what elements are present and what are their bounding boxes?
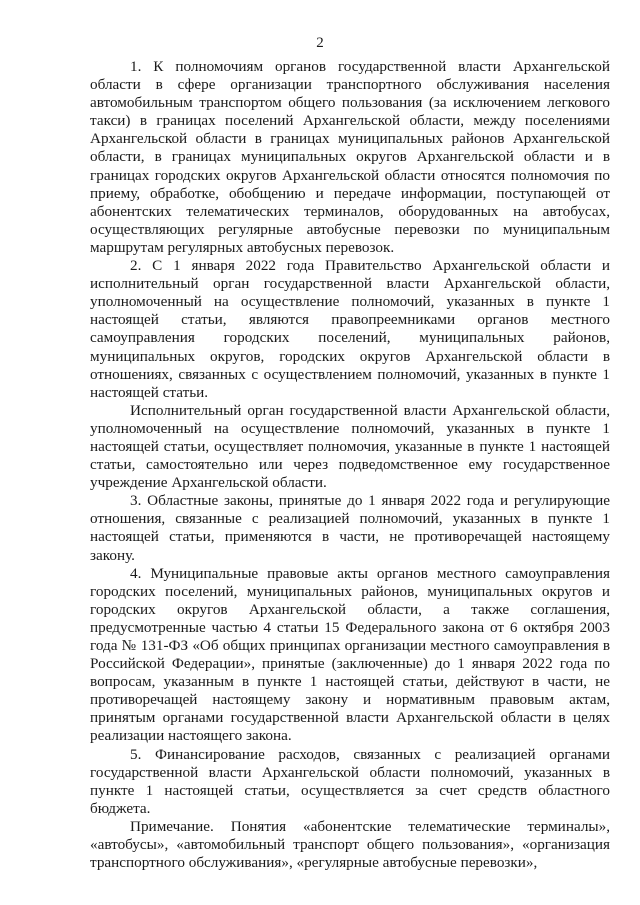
paragraph-clause-5: 5. Финансирование расходов, связанных с реализацией органами государственной власти Архангельской области полномочий, указанных в пункте 1 настоящей статьи, осуществляется за счет средств областного бюджета.	[90, 745, 610, 817]
paragraph-clause-2-continued: Исполнительный орган государственной власти Архангельской области, уполномоченный на осуществление полномочий, указанных в пункте 1 настоящей статьи, осуществляет полномочия, указанные в пункте 1 настоящей статьи, самостоятельно или через подведомственное ему государственное учреждение Архангельской области.	[90, 401, 610, 492]
paragraph-note: Примечание. Понятия «абонентские телематические терминалы», «автобусы», «автомобильный транспорт общего пользования», «организация транспортного обслуживания», «регулярные автобусные перевозки»,	[90, 817, 610, 872]
paragraph-clause-4: 4. Муниципальные правовые акты органов местного самоуправления городских поселений, муниципальных районов, муниципальных округов и городских округов Архангельской области, а также соглашения, предусмотренные частью 4 статьи 15 Федерального закона от 6 октября 2003 года № 131-ФЗ «Об общих принципах организации местного самоуправления в Российской Федерации», принятые (заключенные) до 1 января 2022 года по вопросам, указанным в пункте 1 настоящей статьи, действуют в части, не противоречащей настоящему закону и нормативным правовым актам, принятым органами государственной власти Архангельской области в целях реализации настоящего закона.	[90, 564, 610, 745]
paragraph-clause-3: 3. Областные законы, принятые до 1 января 2022 года и регулирующие отношения, связанные с реализацией полномочий, указанных в пункте 1 настоящей статьи, применяются в части, не противоречащей настоящему закону.	[90, 492, 610, 564]
document-body	[90, 58, 610, 872]
page-number: 2	[316, 35, 324, 51]
paragraph-clause-1: 1. К полномочиям органов государственной власти Архангельской области в сфере организации транспортного обслуживания населения автомобильным транспортом общего пользования (за исключением легкового такси) в границах поселений Архангельской области, между поселениями Архангельской области в границах муниципальных районов Архангельской области, в границах муниципальных округов Архангельской области и в границах городских округов Архангельской области относятся полномочия по приему, обработке, обобщению и передаче информации, поступающей от абонентских телематических терминалов, оборудованных на автобусах, осуществляющих регулярные автобусные перевозки по муниципальным маршрутам регулярных автобусных перевозок.	[90, 58, 610, 256]
paragraph-clause-2: 2. С 1 января 2022 года Правительство Архангельской области и исполнительный орган государственной власти Архангельской области, уполномоченный на осуществление полномочий, указанных в пункте 1 настоящей статьи, являются правопреемниками органов местного самоуправления городских поселений, муниципальных районов, муниципальных округов, городских округов Архангельской области в отношениях, связанных с осуществлением полномочий, указанных в пункте 1 настоящей статьи.	[90, 257, 610, 401]
